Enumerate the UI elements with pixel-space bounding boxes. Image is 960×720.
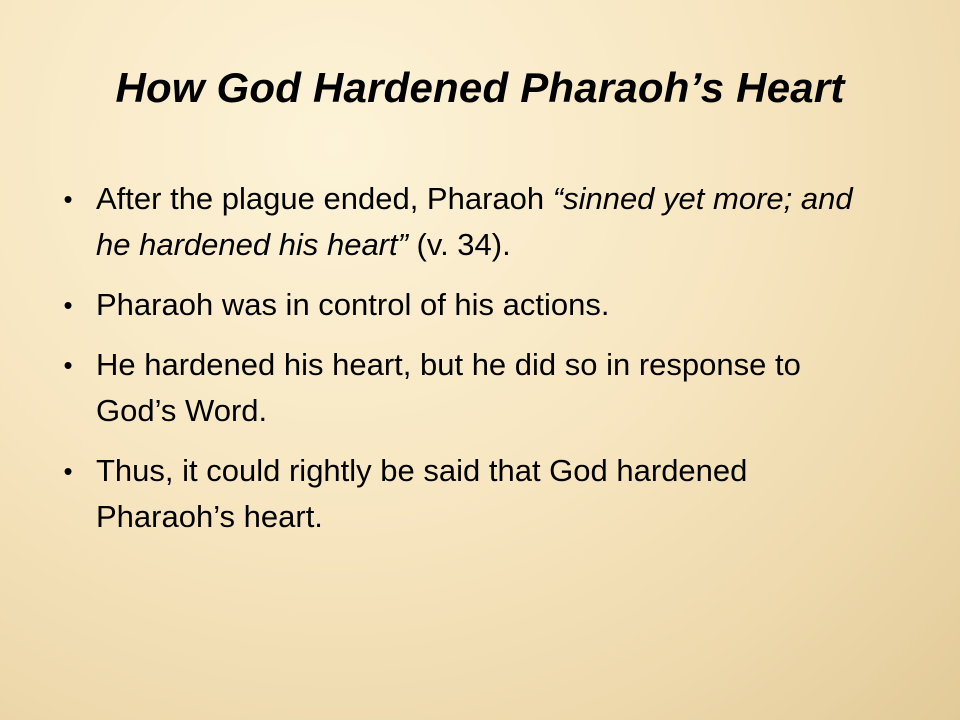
bullet-item [58, 448, 888, 540]
bullet-text: He hardened his heart, but he did so in response to God’s Word. [96, 347, 801, 428]
bullet-icon: • [63, 290, 73, 320]
slide-title: How God Hardened Pharaoh’s Heart [115, 64, 845, 111]
bullet-item [58, 342, 888, 434]
bullet-icon: • [63, 184, 73, 214]
bullet-quote: “sinned yet more; and he hardened his heart” [96, 181, 853, 262]
bullet-icon: • [63, 350, 73, 380]
bullet-text [96, 181, 853, 262]
bullet-text: Thus, it could rightly be said that God hardened Pharaoh’s heart. [96, 453, 748, 534]
bullet-item [58, 176, 888, 268]
bullet-list [58, 176, 888, 554]
bullet-text-segment: After the plague ended, Pharaoh [96, 181, 553, 216]
bullet-text: Pharaoh was in control of his actions. [96, 287, 610, 322]
bullet-item [58, 282, 888, 328]
bullet-icon: • [63, 456, 73, 486]
bullet-text-segment: (v. 34). [407, 227, 511, 262]
